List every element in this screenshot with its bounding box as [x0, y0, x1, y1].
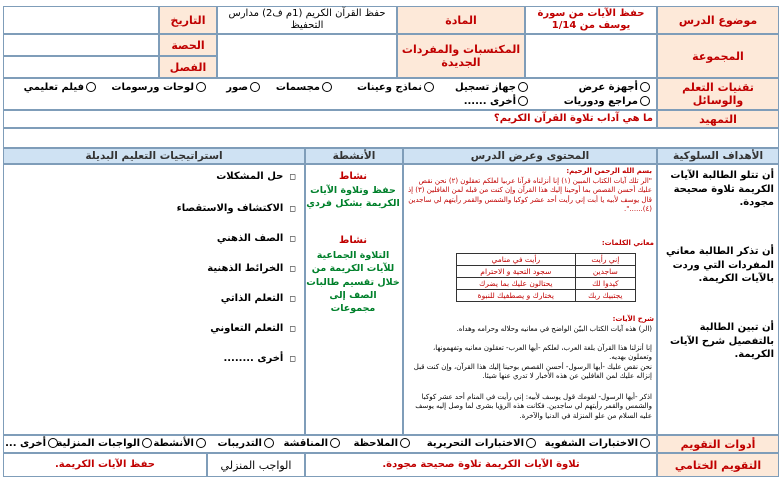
- evaluation-label: أدوات التقويم: [657, 435, 779, 453]
- homework-text: حفظ الآيات الكريمة.: [3, 453, 207, 477]
- evaluation-options: [3, 435, 657, 453]
- vocab-label: المكتسبات والمفردات الجديدة: [397, 34, 525, 78]
- verses: "الر تلك آيات الكتاب المبين (١) إنا أنزلناه قرآنا عربيا لعلكم تعقلون (٢) نحن نقص عليك أحسن القصص بما أوحينا إليك هذا القرآن وإن كنت من قبله لمن الغافلين (٣) إذ قال يوسف لأبيه يا أبت إني رأيت أحد عشر كوكبا والشمس والقمر رأيتهم لي ساجدين (٤)......".: [408, 177, 652, 214]
- vocab-value[interactable]: [217, 34, 397, 78]
- radio-icon: [640, 438, 650, 448]
- strategy-item[interactable]: ◻الصف الذهني: [216, 233, 296, 244]
- radio-icon: [526, 438, 536, 448]
- eval-option[interactable]: الاختبارات التحريرية: [427, 438, 536, 449]
- topic-label: موضوع الدرس: [657, 6, 779, 34]
- radio-icon: [424, 82, 434, 92]
- group-label: المجموعة: [657, 34, 779, 78]
- period-label: الحصة: [159, 34, 217, 56]
- topic-value: حفظ الآيات من سورة يوسف من 1/14: [525, 6, 657, 34]
- period-value[interactable]: [3, 34, 159, 56]
- homework-label: الواجب المنزلي: [207, 453, 305, 477]
- subject-label: المادة: [397, 6, 525, 34]
- final-label: التقويم الختامي: [657, 453, 779, 477]
- tool-option[interactable]: فيلم تعليمي: [24, 82, 96, 93]
- objective-2: أن تذكر الطالبة معاني المفردات التي وردت بالآيات الكريمة.: [665, 246, 774, 284]
- bullet-icon: ◻: [289, 264, 296, 273]
- strategies-cell: [3, 164, 305, 435]
- tool-option[interactable]: أجهزة عرض: [579, 82, 650, 93]
- strategy-item[interactable]: ◻حل المشكلات: [216, 171, 296, 182]
- class-value[interactable]: [3, 56, 159, 78]
- vocab-row: إني رأيت رأيت في منامي: [457, 254, 636, 266]
- tool-option[interactable]: مجسمات: [276, 82, 332, 93]
- eval-option[interactable]: أخرى ...: [5, 438, 58, 449]
- bullet-icon: ◻: [289, 234, 296, 243]
- activities-cell: [305, 164, 403, 435]
- col-strategies: استراتيجيات التعليم البديلة: [3, 148, 305, 164]
- radio-icon: [330, 438, 340, 448]
- date-value[interactable]: [3, 6, 159, 34]
- col-activities: الأنشطة: [305, 148, 403, 164]
- radio-icon: [196, 82, 206, 92]
- strategy-item[interactable]: ◻الخرائط الذهنية: [207, 263, 296, 274]
- strategy-item[interactable]: ◻الاكتشاف والاستقصاء: [176, 203, 296, 214]
- strategy-item[interactable]: ◻التعلم التعاوني: [210, 323, 296, 334]
- explain-3: نحن نقص عليك -أيها الرسول- أحسن القصص بوحينا إليك هذا القرآن، وإن كنت قبل إنزاله عليك لمن الغافلين عن هذه الأخبار لا تدري عنها شيئا.: [413, 363, 652, 381]
- objective-3: أن تبين الطالبة بالتفصيل شرح الآيات الكريمة.: [669, 322, 774, 360]
- tool-option[interactable]: نماذج وعينات: [357, 82, 434, 93]
- tool-option[interactable]: أخرى ......: [464, 96, 528, 107]
- objective-1: أن تتلو الطالبة الآيات الكريمة تلاوة صحيحة مجودة.: [670, 170, 774, 208]
- vocab-title: معاني الكلمات:: [601, 239, 654, 247]
- col-objectives: الأهداف السلوكية: [657, 148, 779, 164]
- group-value[interactable]: [525, 34, 657, 78]
- radio-icon: [322, 82, 332, 92]
- intro-text: ما هي آداب تلاوة القرآن الكريم؟: [3, 110, 657, 128]
- basmala: بسم الله الرحمن الرحيم:: [566, 167, 652, 175]
- bullet-icon: ◻: [289, 172, 296, 181]
- col-content: المحتوى وعرض الدرس: [403, 148, 657, 164]
- final-text: تلاوة الآيات الكريمة تلاوة صحيحة مجودة.: [305, 453, 657, 477]
- tool-option[interactable]: جهاز تسجيل: [455, 82, 528, 93]
- subject-value: حفظ القرآن الكريم (1م ف2) مدارس التحفيظ: [217, 6, 397, 34]
- tools-options: [3, 78, 657, 110]
- radio-icon: [518, 96, 528, 106]
- eval-option[interactable]: الأنشطة: [153, 438, 206, 449]
- intro-label: التمهيد: [657, 110, 779, 128]
- objectives-cell: [657, 164, 779, 435]
- bullet-icon: ◻: [289, 354, 296, 363]
- activity-1-text: حفظ وتلاوة الآيات الكريمة بشكل فردي: [306, 185, 400, 209]
- tool-option[interactable]: لوحات ورسومات: [111, 82, 206, 93]
- vocab-row: يجتبيك ربك يختارك و يصطفيك للنبوة: [457, 290, 636, 302]
- activity-2-title: نشاط: [338, 235, 368, 246]
- radio-icon: [142, 438, 152, 448]
- radio-icon: [250, 82, 260, 92]
- eval-option[interactable]: الملاحظة: [354, 438, 411, 449]
- eval-option[interactable]: التدريبات: [218, 438, 274, 449]
- vocab-row: كيدوا لك يحتالون عليك بما يضرك: [457, 278, 636, 290]
- eval-option[interactable]: الاختبارات الشفوية: [545, 438, 650, 449]
- explain-2: إنا أنزلنا هذا القرآن بلغة العرب، لعلكم -أيها العرب- تعقلون معانيه وتفهمونها، وتعملون بهديه.: [433, 344, 652, 362]
- bullet-icon: ◻: [289, 294, 296, 303]
- activity-1-title: نشاط: [338, 171, 368, 182]
- radio-icon: [400, 438, 410, 448]
- tool-option[interactable]: مراجع ودوريات: [564, 96, 650, 107]
- eval-option[interactable]: الواجبات المنزلية: [56, 438, 152, 449]
- radio-icon: [640, 82, 650, 92]
- vocab-row: ساجدين سجود التحية و الاحترام: [457, 266, 636, 278]
- radio-icon: [196, 438, 206, 448]
- radio-icon: [518, 82, 528, 92]
- date-label: التاريخ: [159, 6, 217, 34]
- explain-title: شرح الآيات:: [612, 315, 654, 323]
- class-label: الفصل: [159, 56, 217, 78]
- activity-2-text: التلاوة الجماعية للآيات الكريمة من خلال تقسيم طالبات الصف إلى مجموعات: [306, 250, 400, 315]
- explain-1: (الر) هذه آيات الكتاب البيّن الواضح في معانيه وحلاله وحرامه وهداه.: [456, 325, 652, 333]
- explain-4: اذكر -أيها الرسول- لقومك قول يوسف لأبيه: إني رأيت في المنام أحد عشر كوكبا والشمس والقمر رأيتهم لي ساجدين. فكانت هذه الرؤيا بشرى لما وصل إليه يوسف عليه السلام من علو المنزلة في الدنيا والآخرة.: [415, 393, 652, 420]
- bullet-icon: ◻: [289, 204, 296, 213]
- radio-icon: [264, 438, 274, 448]
- eval-option[interactable]: المناقشة: [283, 438, 340, 449]
- radio-icon: [48, 438, 58, 448]
- bullet-icon: ◻: [289, 324, 296, 333]
- radio-icon: [86, 82, 96, 92]
- tool-option[interactable]: صور: [226, 82, 260, 93]
- tools-label: تقنيات التعلم والوسائل: [657, 78, 779, 110]
- radio-icon: [640, 96, 650, 106]
- vocab-table: [456, 253, 636, 302]
- strategy-item[interactable]: ◻التعلم الذاتي: [220, 293, 296, 304]
- content-cell: [403, 164, 657, 435]
- strategy-item[interactable]: ◻أخرى ........: [223, 353, 296, 364]
- spacer-row: [3, 128, 779, 148]
